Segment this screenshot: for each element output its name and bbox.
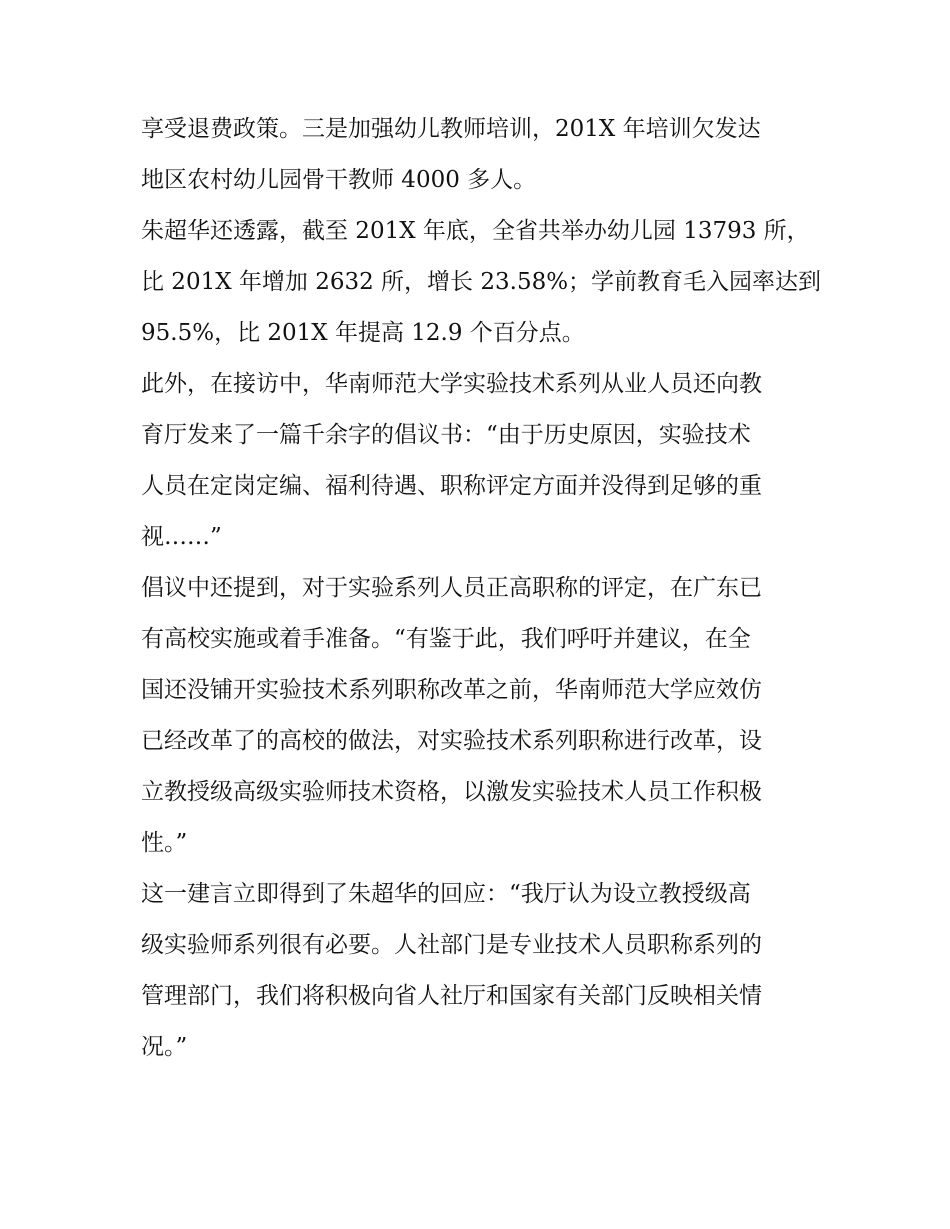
text-line: 立教授级高级实验师技术资格，以激发实验技术人员工作积极	[141, 779, 762, 805]
text-line: 有高校实施或着手准备。“有鉴于此，我们呼吁并建议，在全	[141, 626, 751, 652]
text-line: 朱超华还透露，截至 201X 年底，全省共举办幼儿园 13793 所，	[141, 218, 810, 244]
text-line: 性。”	[141, 830, 188, 856]
text-line: 国还没铺开实验技术系列职称改革之前，华南师范大学应效仿	[141, 677, 762, 703]
text-line: 95.5%，比 201X 年提高 12.9 个百分点。	[141, 320, 585, 346]
text-line: 级实验师系列很有必要。人社部门是专业技术人员职称系列的	[141, 932, 762, 958]
text-line: 已经改革了的高校的做法，对实验技术系列职称进行改革，设	[141, 728, 762, 754]
text-line: 视……”	[141, 524, 222, 550]
text-line: 此外，在接访中，华南师范大学实验技术系列从业人员还向教	[141, 371, 762, 397]
document-body	[141, 104, 822, 1073]
text-line: 享受退费政策。三是加强幼儿教师培训，201X 年培训欠发达	[141, 116, 761, 142]
text-line: 育厅发来了一篇千余字的倡议书：“由于历史原因，实验技术	[141, 422, 751, 448]
text-line: 倡议中还提到，对于实验系列人员正高职称的评定，在广东已	[141, 575, 762, 601]
text-line: 况。”	[141, 1034, 188, 1060]
text-line: 人员在定岗定编、福利待遇、职称评定方面并没得到足够的重	[141, 473, 762, 499]
text-line: 这一建言立即得到了朱超华的回应：“我厅认为设立教授级高	[141, 881, 751, 907]
text-line: 地区农村幼儿园骨干教师 4000 多人。	[141, 167, 537, 193]
text-line: 管理部门，我们将积极向省人社厅和国家有关部门反映相关情	[141, 983, 762, 1009]
text-line: 比 201X 年增加 2632 所，增长 23.58%；学前教育毛入园率达到	[141, 269, 822, 295]
